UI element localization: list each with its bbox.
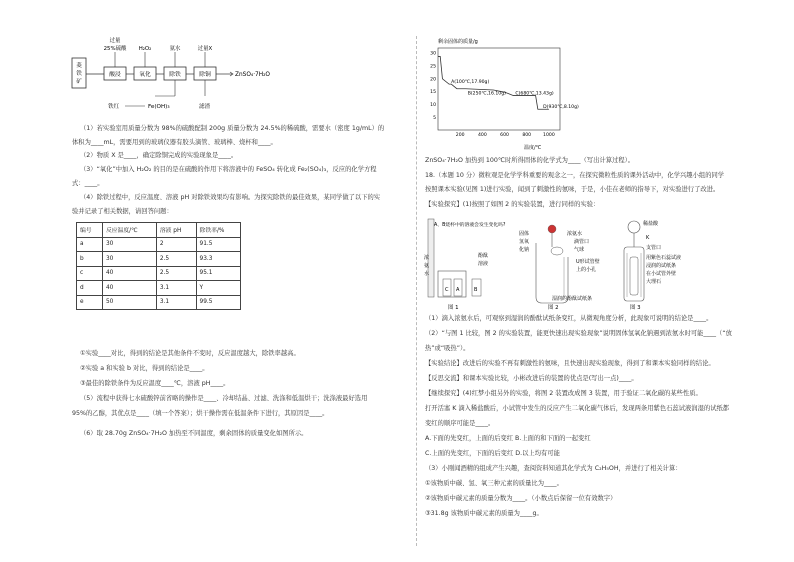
chart-xtick: 600 (500, 133, 509, 138)
chart-ytick: 5 (433, 115, 436, 121)
svg-text:气球: 气球 (574, 247, 585, 253)
experiment-table (76, 222, 241, 310)
r16-line: ①该物质中碳、氢、氧三种元素的质量比为____。 (425, 480, 563, 487)
chart-xtick: 400 (477, 133, 487, 138)
r6-line: （2）“与图 1 比较，图 2 的实验装置，能更快速出现实验现象”说明固体氢氧化钠遇到浓氨水时可能____（“放 (425, 330, 732, 337)
svg-text:除铁: 除铁 (169, 72, 181, 78)
svg-text:K: K (646, 235, 650, 241)
table-header-cell: 编号 (77, 223, 103, 238)
svg-text:图 1: 图 1 (448, 305, 459, 311)
q2-line: （2）物质 X 是____，确定除铜完成的实验现象是____。 (80, 152, 238, 159)
r9-line: 【反思交流】和课本实验比较，小彬改进后的装置的优点是(写出一点)____。 (425, 375, 638, 382)
svg-text:C: C (445, 287, 449, 293)
table-cell: 40 (102, 281, 156, 296)
svg-text:氧化: 氧化 (139, 72, 151, 78)
r10-line: 【继续探究】(4)红梦小组另外的实验，将图 2 装置改成图 3 装置，用于验证二氧化碳的某些性质。 (425, 390, 702, 397)
q1-line-b: 体积为____mL，需要用到的玻璃仪器有胶头滴管、玻璃棒、烧杯和____。 (72, 139, 277, 146)
chart-point-label: A(100℃,17.90g) (451, 80, 490, 86)
table-header-cell: 溶液 pH (156, 223, 196, 238)
table-row (77, 266, 241, 281)
q4-line-a: （4）除铁过程中，反应温度、溶液 pH 对除铁效果均有影响。为探究除铁的最佳效果，某同学做了以下的实 (80, 194, 381, 201)
table-cell: b (77, 252, 103, 267)
svg-text:浓氨水: 浓氨水 (567, 231, 583, 237)
table-row (77, 295, 241, 310)
flow-product: ZnSO₄·7H₂O (235, 72, 270, 78)
chart-xtick: 1000 (543, 133, 555, 138)
svg-text:B: B (474, 287, 478, 293)
table-cell: 30 (102, 237, 156, 252)
svg-text:在小试管外壁: 在小试管外壁 (646, 271, 677, 277)
table-cell: 30 (102, 252, 156, 267)
flow-output-residue: 滤渣 (199, 104, 211, 110)
svg-text:湿润的酚酞试纸条: 湿润的酚酞试纸条 (552, 296, 593, 302)
svg-text:用紫色石蕊试液: 用紫色石蕊试液 (646, 255, 682, 261)
mass-temperature-chart (424, 36, 579, 152)
chart-ylabel: 剩余固体的质量/g (438, 39, 478, 45)
apparatus-figures (424, 213, 682, 313)
table-row (77, 252, 241, 267)
table-cell: 93.3 (196, 252, 240, 267)
flow-step-4 (194, 67, 216, 80)
svg-text:U形试管壁: U形试管壁 (576, 259, 600, 265)
flow-step-2 (134, 67, 156, 80)
flow-reagent-1b: 25%硫酸 (103, 46, 127, 52)
svg-text:酚酞: 酚酞 (478, 253, 489, 259)
chart-xlabel: 温度/℃ (524, 145, 542, 151)
flow-step-1 (104, 67, 126, 80)
table-cell: d (77, 281, 103, 296)
flow-raw-3: 矿 (76, 79, 82, 85)
table-cell: 2.5 (156, 252, 196, 267)
flow-reagent-3: 氨水 (169, 46, 181, 52)
r11-line: 打开活塞 K 滴入稀盐酸后，小试管中发生的反应产生二氧化碳气体后，发现两条用紫色石蕊试液润湿的试纸都 (425, 405, 730, 412)
table-cell: 3.1 (156, 281, 196, 296)
table-cell: 50 (102, 295, 156, 310)
svg-text:图 3: 图 3 (630, 305, 641, 311)
r12-line: 变红的顺序可能是____。 (425, 420, 495, 427)
chart-point-label: D(930℃,8.10g) (543, 105, 579, 111)
q5-line-b: 95%的乙醇，其优点是____（填一个答案）；烘干操作需在低温条件下进行，其原因是____。 (72, 410, 329, 417)
q5-line-a: （5）流程中获得七水硫酸锌前省略的操作是____、冷却结晶、过滤、洗涤和低温烘干；洗涤液最好选用 (80, 395, 368, 402)
table-cell: c (77, 266, 103, 281)
svg-text:大理石: 大理石 (646, 279, 662, 285)
table-cell: 91.5 (196, 237, 240, 252)
table-header-cell: 除铁率/% (196, 223, 240, 238)
r3-line: 按照课本实验(见图 1)进行实验，闻到了刺激性的氨味，于是，小佳在老师的指导下，对实验进行了改进。 (425, 186, 720, 193)
table-cell: 2 (156, 237, 196, 252)
q4-sub-1: ①实验____对比，得到的结论是其他条件不变时，反应温度越大，除铁率越高。 (80, 350, 300, 357)
table-header-cell: 反应温度/℃ (102, 223, 156, 238)
flow-raw-2: 铁 (76, 71, 82, 77)
flow-reagent-4: 过量X (197, 46, 213, 52)
r15-line: （3）小刚闻酒精的组成产生兴趣，查阅资料知道其化学式为 C₂H₅OH，并进行了相关计算： (425, 465, 682, 472)
table-cell: a (77, 237, 103, 252)
q4-line-b: 验并记录了相关数据，请回答问题： (72, 208, 173, 215)
flow-output-fe2o3: 铁红 (108, 104, 120, 110)
table-cell: 40 (102, 266, 156, 281)
table-cell: 3.1 (156, 295, 196, 310)
chart-ytick: 10 (430, 102, 436, 108)
figure-2 (519, 225, 600, 311)
svg-text:化钠: 化钠 (519, 247, 530, 253)
table-row (77, 281, 241, 296)
chart-ytick: 20 (430, 77, 436, 83)
chart-point-label: C(680℃,13.43g) (515, 91, 554, 97)
chart-xtick: 800 (522, 133, 532, 138)
q3-line-b: 式：____。 (72, 180, 104, 187)
q4-sub-2: ②实验 a 和实验 b 对比，得到的结论是____。 (80, 365, 209, 372)
r14-line: C.上面的先变红，下面的后变红 D.以上均有可能 (425, 450, 560, 457)
column-divider (416, 36, 417, 546)
svg-text:除铜: 除铜 (199, 72, 211, 78)
r13-line: A.下面的先变红，上面的后变红 B.上面的和下面的一起变红 (425, 435, 591, 442)
r1-line: ZnSO₄·7H₂O 加热到 100℃时所得固体的化学式为____（写出计算过程）。 (425, 157, 635, 164)
r7-line: 热”或“吸热”）。 (425, 345, 470, 352)
flow-step-3 (164, 67, 186, 80)
table-header-row (77, 223, 241, 238)
chart-ytick: 25 (430, 64, 436, 70)
chart-ytick: 15 (430, 90, 436, 96)
process-flow-diagram (70, 34, 310, 120)
chart-xtick: 200 (455, 133, 465, 138)
r18-line: ③31.8g 该物质中碳元素的质量为____g。 (425, 510, 543, 517)
table-cell: 95.1 (196, 266, 240, 281)
figure-3 (624, 220, 681, 311)
svg-text:A、B烧杯中的溶液会发生变化吗?: A、B烧杯中的溶液会发生变化吗? (434, 223, 506, 228)
table-row (77, 237, 241, 252)
chart-point-label: B(250℃,16.10g) (467, 91, 506, 97)
chart-ytick: 30 (430, 51, 436, 57)
table-cell: e (77, 295, 103, 310)
svg-text:氢氧: 氢氧 (519, 239, 530, 245)
q4-sub-3: ③最佳的除铁条件为反应温度____℃，溶液 pH____。 (80, 380, 230, 387)
svg-text:固体: 固体 (519, 231, 530, 237)
r5-line: （1）滴入浓氨水后，可观察到湿润的酚酞试纸条变红，从微观角度分析，此现象可说明的结论是____。 (425, 315, 713, 322)
r8-line: 【实验结论】改进后的实验不再有刺激性的氨味，且快速出现实验现象，得到了和课本实验同样的结论。 (425, 360, 715, 367)
svg-text:上的小孔: 上的小孔 (576, 267, 597, 273)
svg-text:浓: 浓 (424, 255, 430, 261)
svg-text:溶液: 溶液 (478, 261, 489, 267)
flow-raw-1: 菱 (76, 63, 82, 69)
flow-reagent-2: H₂O₂ (138, 46, 152, 52)
svg-text:氨: 氨 (424, 263, 430, 269)
svg-text:A: A (456, 287, 460, 293)
flow-output-feoh3: Fe(OH)₃ (148, 104, 170, 110)
figure-1 (424, 219, 506, 311)
r2-line: 18.（本题 10 分）微粒观是化学学科重要的观念之一，在探究微粒性质的课外活动中，化学兴趣小组的同学 (425, 172, 725, 179)
svg-text:滴管口: 滴管口 (574, 239, 590, 245)
q3-line-a: （3）“氧化”中加入 H₂O₂ 的目的是在硫酸的作用下将溶液中的 FeSO₄ 转化成 Fe₂(SO₄)₃，反应的化学方程 (80, 166, 377, 173)
flow-reagent-1a: 过量 (109, 38, 121, 44)
table-cell: 2.5 (156, 266, 196, 281)
svg-text:水: 水 (424, 271, 430, 277)
r4-line: 【实验探究】(1)按照了如图 2 的实验装置，进行同样的实验： (425, 201, 600, 208)
table-cell: Y (196, 281, 240, 296)
svg-text:支管口: 支管口 (646, 245, 662, 251)
svg-text:稀盐酸: 稀盐酸 (643, 221, 659, 227)
r17-line: ②该物质中碳元素的质量分数为____。（小数点后保留一位有效数字） (425, 495, 617, 502)
svg-text:酸浸: 酸浸 (109, 72, 121, 78)
q6-line: （6）取 28.70g ZnSO₄·7H₂O 加热至不同温度，剩余固体的质量变化如图所示。 (80, 430, 308, 437)
svg-text:图 2: 图 2 (548, 305, 559, 311)
q1-line-a: （1）若实验室用质量分数为 98%的硫酸配制 200g 质量分数为 24.5%的稀硫酸，需要水（密度 1g/mL）的 (80, 125, 385, 132)
table-cell: 99.5 (196, 295, 240, 310)
svg-text:浸润的试纸条: 浸润的试纸条 (646, 263, 677, 269)
